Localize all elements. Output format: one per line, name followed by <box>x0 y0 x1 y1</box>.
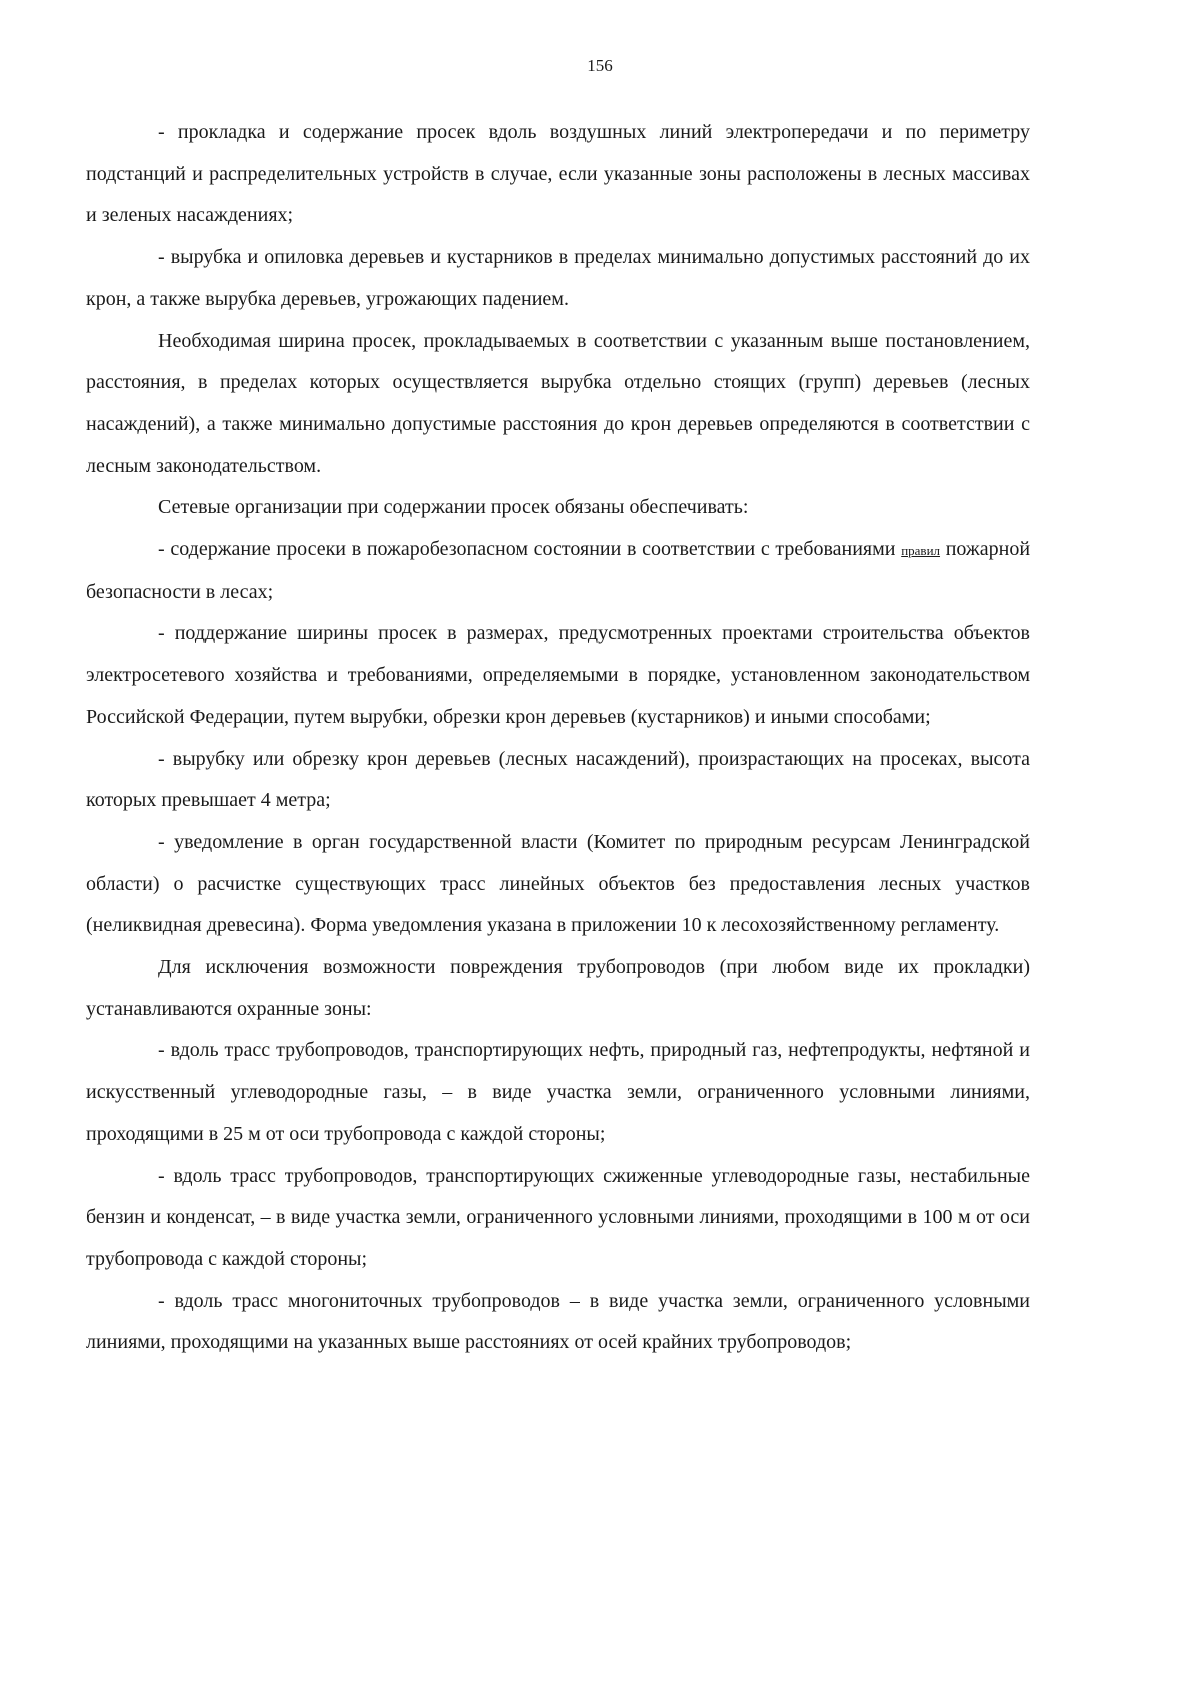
paragraph-clearing-width: Необходимая ширина просек, прокладываемых в соответствии с указанным выше постановлением, расстояния, в пределах которых осуществляется вырубка отдельно стоящих (групп) деревьев (лесных насаждений), а также минимально допустимые расстояния до крон деревьев определяются в соответствии с лесным законодательством. <box>86 329 1030 477</box>
paragraph-oil-gas-pipelines: - вдоль трасс трубопроводов, транспортирующих нефть, природный газ, нефтепродукты, нефтяной и искусственный углеводородные газы, – в виде участка земли, ограниченного условными линиями, проходящими в 25 м от оси трубопровода с каждой стороны; <box>86 1039 1030 1145</box>
paragraph-liquefied-gas-pipelines: - вдоль трасс трубопроводов, транспортирующих сжиженные углеводородные газы, нестабильные бензин и конденсат, – в виде участка земли, ограниченного условными линиями, проходящими в 100 м от оси трубопровода с каждой стороны; <box>86 1164 1030 1270</box>
document-body <box>86 112 1030 1364</box>
paragraph-fire-safety-text-end: пожарной безопасности в лесах; <box>86 538 1031 603</box>
paragraph-tree-height: - вырубку или обрезку крон деревьев (лесных насаждений), произрастающих на просеках, высота которых превышает 4 метра; <box>86 747 1030 812</box>
paragraph-pipeline-protection: Для исключения возможности повреждения трубопроводов (при любом виде их прокладки) устанавливаются охранные зоны: <box>86 956 1030 1020</box>
paragraph-notification: - уведомление в орган государственной власти (Комитет по природным ресурсам Ленинградской области) о расчистке существующих трасс линейных объектов без предоставления лесных участков (неликвидная древесина). Форма уведомления указана в приложении 10 к лесохозяйственному регламенту. <box>86 830 1030 937</box>
fire-safety-rules-link[interactable]: правил <box>901 543 941 559</box>
paragraph-fire-safety-text-start: - содержание просеки в пожаробезопасном состоянии в соответствии с требованиями <box>158 538 896 561</box>
paragraph-multiline-pipelines: - вдоль трасс многониточных трубопроводов – в виде участка земли, ограниченного условными линиями, проходящими на указанных выше расстояниях от осей крайних трубопроводов; <box>86 1289 1030 1354</box>
paragraph-power-line-clearings: - прокладка и содержание просек вдоль воздушных линий электропередачи и по периметру подстанций и распределительных устройств в случае, если указанные зоны расположены в лесных массивах и зеленых насаждениях; <box>86 121 1030 227</box>
page-number: 156 <box>587 56 613 75</box>
paragraph-network-obligations: Сетевые организации при содержании просек обязаны обеспечивать: <box>158 496 749 519</box>
paragraph-fire-safety <box>86 529 1030 613</box>
paragraph-tree-cutting: - вырубка и опиловка деревьев и кустарников в пределах минимально допустимых расстояний до их крон, а также вырубка деревьев, угрожающих падением. <box>86 246 1030 310</box>
paragraph-clearing-maintenance: - поддержание ширины просек в размерах, предусмотренных проектами строительства объектов электросетевого хозяйства и требованиями, определяемыми в порядке, установленном законодательством Российской Федерации, путем вырубки, обрезки крон деревьев (кустарников) и иными способами; <box>86 622 1030 728</box>
